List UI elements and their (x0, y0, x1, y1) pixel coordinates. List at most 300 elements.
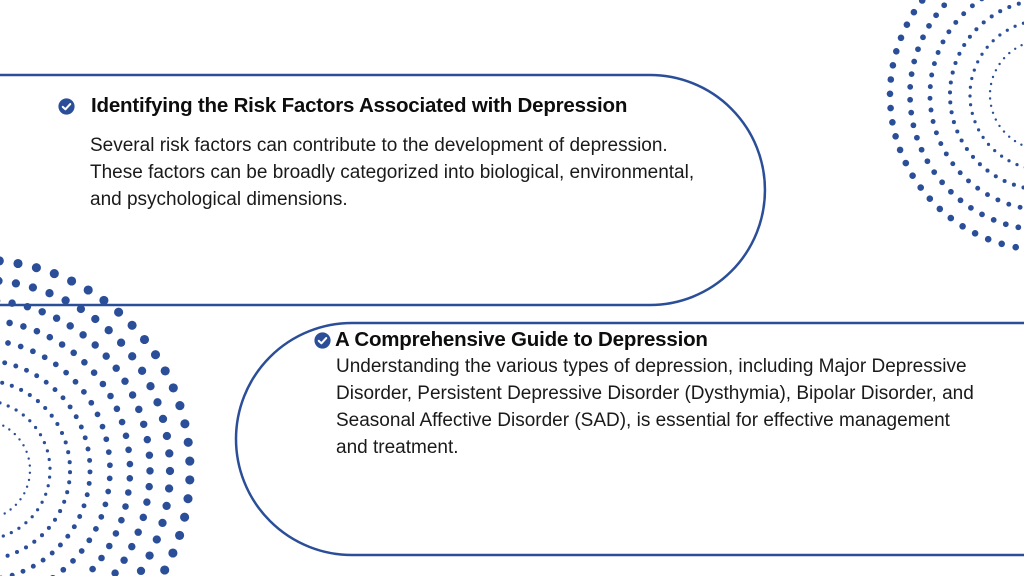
decorative-dot (991, 217, 997, 223)
decorative-dot (22, 444, 24, 446)
decorative-dot (2, 360, 7, 365)
depression-guide-heading: A Comprehensive Guide to Depression (335, 328, 708, 351)
decorative-dot (974, 27, 978, 31)
decorative-dot (24, 303, 31, 310)
decorative-dot (1000, 154, 1003, 157)
decorative-dot (153, 398, 161, 406)
decorative-dot (8, 428, 10, 430)
decorative-dot (128, 321, 137, 330)
decorative-dot (120, 556, 127, 563)
decorative-dot (46, 449, 49, 452)
decorative-dot (103, 502, 109, 508)
decorative-dot (18, 438, 20, 440)
decorative-dot (950, 110, 954, 114)
decorative-dot (84, 285, 93, 294)
decorative-dot (985, 192, 990, 197)
decorative-dot (968, 35, 972, 39)
decorative-dot (180, 513, 189, 522)
decorative-dot (66, 450, 70, 454)
decorative-dot (959, 223, 966, 230)
decorative-dot (138, 367, 146, 375)
decorative-dot (107, 462, 113, 468)
check-circle-icon (58, 98, 75, 115)
decorative-dot (949, 80, 953, 84)
decorative-dot (928, 96, 933, 101)
risk-factors-heading: Identifying the Risk Factors Associated with Depression (91, 94, 628, 117)
decorative-dot (114, 406, 121, 413)
decorative-dot (1003, 221, 1009, 227)
decorative-dot (24, 521, 27, 524)
decorative-dot (42, 354, 48, 360)
decorative-dot (66, 322, 73, 329)
decorative-dot (990, 83, 992, 85)
decorative-dot (890, 62, 897, 69)
decorative-dot (29, 283, 37, 291)
decorative-dot (898, 35, 905, 42)
decorative-dot (961, 11, 966, 16)
decorative-dot (23, 492, 25, 494)
decorative-dot (917, 184, 924, 191)
decorative-dot (128, 543, 135, 550)
decorative-dot (10, 384, 14, 388)
decorative-dot (107, 393, 114, 400)
decorative-dot (941, 2, 947, 8)
check-circle-icon (314, 332, 331, 349)
decorative-dot (953, 61, 957, 65)
decorative-dot (59, 341, 66, 348)
decorative-dot (931, 119, 936, 124)
decorative-dot (887, 105, 894, 112)
decorative-dot (34, 328, 41, 335)
decorative-dot (1007, 159, 1010, 162)
decorative-dot (14, 408, 17, 411)
decorative-dot (122, 503, 129, 510)
decorative-dot (134, 528, 141, 535)
decorative-dot (926, 23, 932, 29)
decorative-dot (993, 149, 996, 152)
decorative-dot (22, 413, 25, 416)
decorative-dot (952, 120, 956, 124)
decorative-dot (39, 433, 42, 436)
decorative-dot (100, 424, 106, 430)
decorative-dot (135, 406, 142, 413)
decorative-dot (909, 172, 916, 179)
decorative-dot (970, 77, 973, 80)
decorative-dot (43, 406, 47, 410)
decorative-dot (183, 494, 192, 503)
risk-factors-body: Several risk factors can contribute to the development of depression. These factors can be broadly categorized into biological, environmental, and psychological dimensions. (90, 135, 695, 210)
decorative-dot (1014, 140, 1016, 142)
decorative-dot (1003, 57, 1005, 59)
decorative-dot (957, 52, 961, 56)
decorative-dot (68, 404, 73, 409)
decorative-dot (140, 514, 147, 521)
decorative-dot (976, 60, 979, 63)
decorative-dot (65, 534, 70, 539)
decorative-dot (34, 426, 37, 429)
decorative-dot (903, 160, 910, 167)
decorative-dot (893, 48, 900, 55)
decorative-dot (87, 458, 92, 463)
decorative-dot (1012, 183, 1016, 187)
decorative-dot (951, 71, 955, 75)
decorative-dot (907, 97, 913, 103)
decorative-dot (989, 90, 991, 92)
decorative-dot (28, 479, 30, 481)
decorative-dot (159, 415, 167, 423)
decorative-dot (111, 569, 118, 576)
decorative-dot (53, 518, 57, 522)
decorative-dot (32, 540, 36, 544)
decorative-dot (977, 128, 980, 131)
decorative-dot (897, 147, 904, 154)
decorative-dot (982, 20, 986, 24)
decorative-dot (117, 339, 125, 347)
decorative-dot (965, 147, 969, 151)
decorative-dot (948, 100, 952, 104)
decorative-dot (102, 352, 109, 359)
decorative-dot (113, 530, 120, 537)
decorative-dot (990, 105, 992, 107)
decorative-dot (969, 86, 972, 89)
decorative-dot (2, 425, 4, 427)
risk-factors-heading-row (58, 94, 758, 118)
decorative-dot (163, 432, 171, 440)
decorative-dot (979, 0, 984, 1)
decorative-dot (146, 382, 154, 390)
decorative-dot (1006, 29, 1009, 32)
decorative-dot (127, 461, 134, 468)
decorative-dot (968, 94, 971, 97)
decorative-dot (10, 531, 13, 534)
decorative-dot (948, 215, 955, 222)
decorative-dot (1008, 136, 1010, 138)
decorative-dot (986, 46, 989, 49)
decorative-dot (61, 395, 66, 400)
decorative-dot (948, 189, 954, 195)
decorative-dot (17, 527, 20, 530)
decorative-dot (968, 205, 974, 211)
decorative-dot (112, 364, 119, 371)
decorative-dot (165, 484, 173, 492)
decorative-dot (26, 486, 28, 488)
decorative-dot (892, 133, 899, 140)
decorative-dot (118, 517, 125, 524)
decorative-dot (114, 308, 123, 317)
decorative-dot (30, 348, 36, 354)
decorative-dot (31, 515, 34, 518)
decorative-dot (105, 326, 113, 334)
decorative-dot (129, 391, 136, 398)
decorative-dot (948, 90, 952, 94)
decorative-dot (121, 377, 128, 384)
decorative-dot (9, 508, 11, 510)
decorative-dot (180, 419, 189, 428)
decorative-dot (36, 399, 40, 403)
decorative-dot (2, 534, 5, 537)
decorative-dot (85, 492, 90, 497)
decorative-dot (143, 498, 150, 505)
decorative-dot (91, 315, 99, 323)
decorative-dot (939, 179, 945, 185)
decorative-dot (160, 565, 169, 574)
decorative-dot (153, 535, 161, 543)
decorative-dot (50, 551, 55, 556)
decorative-dot (125, 489, 132, 496)
decorative-dot (53, 387, 58, 392)
decorative-dot (992, 112, 994, 114)
decorative-dot (931, 169, 937, 175)
decorative-dot (946, 29, 951, 34)
decorative-dot (168, 548, 177, 557)
decorative-dot (79, 331, 86, 338)
decorative-dot (87, 481, 92, 486)
decorative-dot (919, 147, 925, 153)
decorative-dot (934, 130, 939, 135)
decorative-dot (969, 103, 972, 106)
decorative-dot (972, 230, 979, 237)
decorative-dot (99, 296, 108, 305)
decorative-dot (0, 401, 2, 404)
decorative-dot (93, 526, 99, 532)
decorative-dot (47, 526, 51, 530)
decorative-dot (144, 436, 151, 443)
decorative-dot (89, 566, 96, 573)
decorative-dot (995, 118, 997, 120)
decorative-dot (55, 422, 59, 426)
decorative-dot (0, 381, 4, 385)
decorative-dot (1006, 202, 1011, 207)
decorative-dot (995, 197, 1000, 202)
decorative-dot (933, 12, 939, 18)
decorative-dot (128, 352, 136, 360)
decorative-dot (937, 206, 944, 213)
decorative-dot (53, 314, 60, 321)
decorative-dot (6, 320, 13, 327)
decorative-dot (14, 433, 16, 435)
decorative-dot (47, 334, 54, 341)
decorative-dot (911, 122, 917, 128)
decorative-dot (34, 373, 39, 378)
decorative-dot (82, 503, 87, 508)
decorative-dot (1018, 205, 1023, 210)
decorative-dot (127, 475, 134, 482)
decorative-dot (36, 508, 39, 511)
decorative-dot (107, 476, 113, 482)
decorative-dot (1020, 44, 1022, 46)
decorative-dot (50, 269, 59, 278)
decorative-dot (70, 558, 76, 564)
decorative-dot (962, 43, 966, 47)
decorative-dot (925, 158, 931, 164)
decorative-dot (79, 425, 84, 430)
decorative-dot (980, 53, 983, 56)
decorative-dot (98, 514, 104, 520)
decorative-dot (979, 212, 985, 218)
decorative-dot (73, 379, 79, 385)
decorative-dot (929, 108, 934, 113)
decorative-dot (25, 451, 27, 453)
decorative-dot (88, 400, 94, 406)
decorative-dot (119, 419, 126, 426)
decorative-dot (86, 447, 91, 452)
decorative-dot (63, 370, 69, 376)
decorative-dot (3, 512, 5, 514)
decorative-dot (927, 195, 934, 202)
decorative-dot (998, 33, 1001, 36)
decorative-dot (72, 524, 77, 529)
decorative-dot (29, 464, 31, 466)
risk-factors-card (58, 94, 758, 213)
decorative-dot (938, 141, 943, 146)
decorative-dot (955, 129, 959, 133)
decorative-dot (68, 470, 72, 474)
decorative-dot (68, 460, 72, 464)
decorative-dot (950, 161, 955, 166)
decorative-dot (998, 63, 1000, 65)
decorative-dot (38, 308, 45, 315)
decorative-dot (971, 155, 975, 159)
decorative-dot (137, 567, 145, 575)
decorative-dot (123, 433, 130, 440)
decorative-dot (65, 490, 69, 494)
decorative-dot (24, 368, 29, 373)
decorative-dot (62, 500, 66, 504)
decorative-dot (915, 46, 921, 52)
decorative-dot (169, 383, 178, 392)
decorative-dot (175, 531, 184, 540)
decorative-dot (1007, 5, 1011, 9)
decorative-dot (24, 545, 28, 549)
decorative-dot (971, 112, 974, 115)
decorative-dot (83, 435, 88, 440)
decorative-dot (992, 76, 994, 78)
decorative-dot (161, 366, 170, 375)
decorative-dot (990, 14, 994, 18)
decorative-dot (162, 502, 170, 510)
decorative-dot (975, 186, 980, 191)
decorative-dot (0, 256, 4, 265)
decorative-dot (987, 143, 990, 146)
decorative-dot (911, 59, 917, 65)
depression-guide-body: Understanding the various types of depression, including Major Depressive Disorder, Persistent Depressive Disorder (Dysthymia), Bipolar Disorder, and Seasonal Affective Disorder (SAD), is essential for effective management and treatment. (336, 356, 974, 458)
dotted-arc-top-right (887, 0, 1024, 250)
decorative-dot (6, 554, 10, 558)
decorative-dot (0, 277, 3, 285)
decorative-dot (58, 543, 63, 548)
decorative-dot (973, 68, 976, 71)
decorative-dot (904, 21, 911, 28)
decorative-dot (31, 564, 36, 569)
decorative-dot (928, 84, 933, 89)
decorative-dot (91, 341, 98, 348)
decorative-dot (889, 119, 896, 126)
decorative-dot (1013, 25, 1016, 28)
decorative-dot (1017, 2, 1021, 6)
decorative-dot (166, 467, 174, 475)
decorative-dot (70, 350, 77, 357)
decorative-dot (8, 299, 15, 306)
decorative-dot (145, 483, 152, 490)
decorative-dot (18, 344, 24, 350)
decorative-dot (44, 493, 47, 496)
decorative-dot (100, 381, 107, 388)
decorative-dot (58, 509, 62, 513)
decorative-dot (103, 436, 109, 442)
decorative-dot (1003, 130, 1005, 132)
decorative-dot (53, 362, 59, 368)
decorative-dot (13, 364, 18, 369)
decorative-dot (44, 380, 49, 385)
decorative-dot (19, 388, 23, 392)
decorative-dot (907, 84, 913, 90)
decorative-dot (5, 340, 11, 346)
decorative-dot (86, 537, 92, 543)
decorative-dot (74, 414, 79, 419)
decorative-dot (21, 569, 26, 574)
decorative-dot (67, 276, 76, 285)
decorative-dot (158, 519, 166, 527)
decorative-dot (914, 135, 920, 141)
decorative-dot (165, 449, 173, 457)
decorative-dot (40, 533, 44, 537)
decorative-dot (77, 305, 85, 313)
decorative-dot (91, 369, 98, 376)
decorative-dot (125, 447, 132, 454)
decorative-dot (47, 484, 50, 487)
decorative-dot (140, 421, 147, 428)
decorative-dot (60, 431, 64, 435)
decorative-dot (998, 241, 1005, 248)
decorative-dot (29, 472, 31, 474)
decorative-dot (106, 449, 112, 455)
decorative-dot (920, 34, 926, 40)
decorative-dot (1008, 52, 1010, 54)
decorative-dot (908, 110, 914, 116)
decorative-dot (81, 389, 87, 395)
decorative-dot (989, 97, 991, 99)
decorative-dot (50, 414, 54, 418)
decorative-dot (28, 393, 32, 397)
decorative-dot (19, 498, 21, 500)
decorative-dot (175, 401, 184, 410)
decorative-dot (958, 170, 963, 175)
decorative-dot (28, 419, 31, 422)
decorative-dot (929, 73, 934, 78)
decorative-dot (958, 197, 964, 203)
decorative-dot (28, 457, 30, 459)
decorative-dot (953, 20, 958, 25)
decorative-dot (15, 550, 19, 554)
decorative-dot (970, 3, 975, 8)
decorative-dot (146, 467, 153, 474)
decorative-dot (77, 514, 82, 519)
decorative-dot (145, 551, 153, 559)
decorative-dot (43, 441, 46, 444)
decorative-dot (998, 9, 1002, 13)
decorative-dot (936, 50, 941, 55)
decorative-dot (941, 39, 946, 44)
decorative-dot (13, 259, 22, 268)
decorative-dot (140, 335, 149, 344)
decorative-dot (146, 451, 153, 458)
decorative-dot (48, 467, 51, 470)
decorative-dot (60, 567, 66, 573)
decorative-dot (7, 404, 10, 407)
decorative-dot (32, 263, 41, 272)
decorative-dot (48, 475, 51, 478)
decorative-dot (185, 475, 194, 484)
